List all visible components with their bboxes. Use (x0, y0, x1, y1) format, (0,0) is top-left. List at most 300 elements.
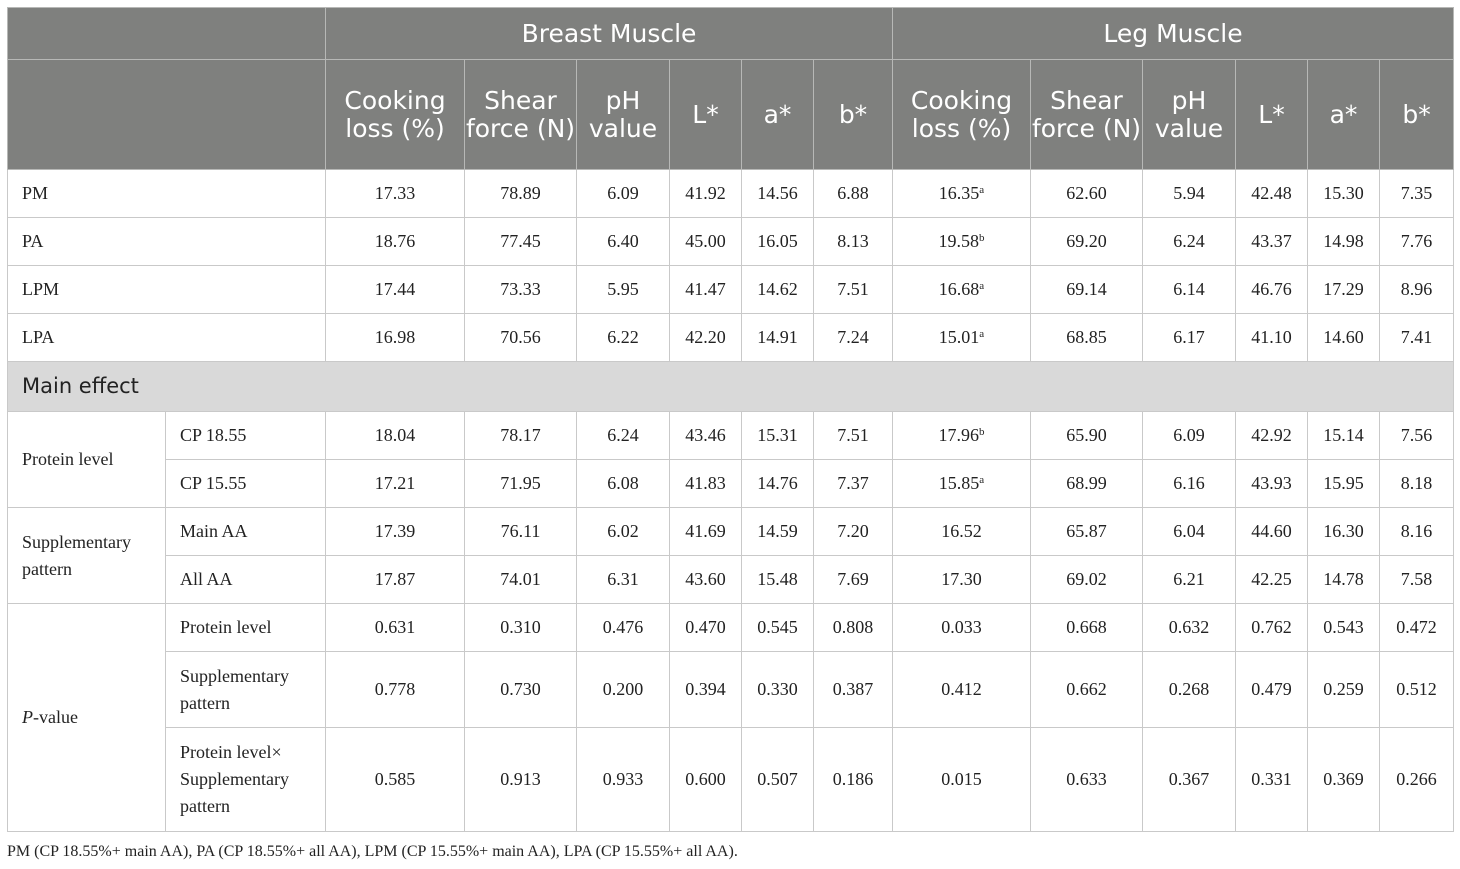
table-cell (577, 266, 670, 314)
table-cell (1031, 604, 1143, 652)
group-header-leg: Leg Muscle (893, 8, 1454, 60)
cell-value: 0.330 (757, 679, 798, 699)
cell-value: 16.05 (757, 231, 798, 251)
cell-value: 15.48 (757, 569, 798, 589)
table-cell (577, 460, 670, 508)
table-cell (670, 728, 742, 832)
table-cell (326, 412, 465, 460)
significance-superscript: a (979, 280, 985, 292)
cell-value: 0.310 (500, 617, 541, 637)
table-cell (893, 266, 1031, 314)
table-cell (577, 218, 670, 266)
table-cell (893, 314, 1031, 362)
header-row-groups (8, 8, 1454, 60)
table-cell (893, 556, 1031, 604)
col-header-leg-cooking-loss: Cooking loss (%) (893, 60, 1031, 170)
cell-value: 0.762 (1251, 617, 1292, 637)
table-cell (465, 218, 577, 266)
cell-value: 7.69 (837, 569, 869, 589)
cell-value: 14.56 (757, 183, 798, 203)
section-row-main-effect (8, 362, 1454, 412)
table-cell (1031, 460, 1143, 508)
cell-value: 16.30 (1323, 521, 1364, 541)
cell-value: 7.76 (1400, 231, 1433, 251)
group-label-p-value (8, 604, 166, 832)
header-row-columns (8, 60, 1454, 170)
row-label-line: Protein level× (180, 742, 282, 762)
table-row (8, 218, 1454, 266)
cell-value: 0.470 (685, 617, 726, 637)
cell-value: 19.58 (938, 231, 979, 251)
cell-value: 7.35 (1400, 183, 1433, 203)
cell-value: 6.09 (1173, 425, 1205, 445)
cell-value: 17.30 (941, 569, 982, 589)
table-cell (326, 556, 465, 604)
significance-superscript: a (979, 328, 985, 340)
table-cell (742, 508, 814, 556)
cell-value: 0.512 (1396, 679, 1437, 699)
table-cell (1236, 314, 1308, 362)
cell-value: 0.730 (500, 679, 541, 699)
row-label: PM (8, 170, 326, 218)
table-cell (742, 556, 814, 604)
cell-value: 43.46 (685, 425, 726, 445)
table-cell (814, 460, 893, 508)
table-row (8, 266, 1454, 314)
table-cell (670, 218, 742, 266)
table-cell (814, 218, 893, 266)
cell-value: 7.37 (837, 473, 869, 493)
cell-value: 0.259 (1323, 679, 1364, 699)
cell-value: 0.662 (1066, 679, 1107, 699)
table-cell (1380, 266, 1454, 314)
table-cell (465, 652, 577, 728)
table-cell (326, 508, 465, 556)
cell-value: 43.93 (1251, 473, 1292, 493)
table-cell (814, 314, 893, 362)
table-cell (1143, 508, 1236, 556)
table-row (8, 170, 1454, 218)
table-cell (670, 314, 742, 362)
row-label (166, 728, 326, 832)
table-cell (893, 508, 1031, 556)
cell-value: 0.015 (941, 769, 982, 789)
cell-value: 14.98 (1323, 231, 1364, 251)
group-label-supplementary-pattern (8, 508, 166, 604)
cell-value: 6.22 (607, 327, 639, 347)
cell-value: 8.96 (1400, 279, 1433, 299)
table-cell (893, 170, 1031, 218)
row-label: CP 18.55 (166, 412, 326, 460)
cell-value: 6.04 (1173, 521, 1205, 541)
cell-value: 17.44 (374, 279, 416, 299)
table-cell (1031, 314, 1143, 362)
cell-value: 6.24 (1173, 231, 1205, 251)
table-cell (1031, 266, 1143, 314)
table-cell (1380, 218, 1454, 266)
col-header-breast-b: b* (814, 60, 893, 170)
cell-value: 73.33 (500, 279, 541, 299)
table-cell (326, 170, 465, 218)
table-row (8, 460, 1454, 508)
table-cell (1143, 728, 1236, 832)
cell-value: 0.632 (1168, 617, 1210, 637)
section-title: Main effect (8, 362, 1454, 412)
cell-value: 0.476 (602, 617, 644, 637)
table-cell (742, 728, 814, 832)
col-header-leg-b: b* (1380, 60, 1454, 170)
row-label: PA (8, 218, 326, 266)
cell-value: 42.25 (1251, 569, 1292, 589)
group-label-protein-level: Protein level (8, 412, 166, 508)
cell-value: 0.268 (1168, 679, 1210, 699)
table-cell (893, 652, 1031, 728)
cell-value: 0.668 (1066, 617, 1107, 637)
table-cell (742, 218, 814, 266)
cell-value: 18.04 (374, 425, 416, 445)
cell-value: 6.21 (1173, 569, 1205, 589)
table-cell (1308, 556, 1380, 604)
cell-value: 0.387 (832, 679, 874, 699)
table-cell (1143, 460, 1236, 508)
cell-value: 70.56 (500, 327, 541, 347)
table-row (8, 652, 1454, 728)
table-cell (670, 604, 742, 652)
cell-value: 0.200 (602, 679, 644, 699)
table-cell (1031, 728, 1143, 832)
table-cell (1236, 218, 1308, 266)
row-label: LPA (8, 314, 326, 362)
table-cell (670, 508, 742, 556)
cell-value: 62.60 (1066, 183, 1107, 203)
cell-value: 7.56 (1400, 425, 1433, 445)
cell-value: 7.51 (837, 425, 869, 445)
table-cell (670, 412, 742, 460)
cell-value: 15.30 (1323, 183, 1364, 203)
p-value-italic: P (22, 707, 33, 727)
cell-value: 5.95 (607, 279, 639, 299)
significance-superscript: a (979, 474, 985, 486)
table-cell (326, 728, 465, 832)
table-cell (1143, 556, 1236, 604)
cell-value: 76.11 (500, 521, 541, 541)
table-cell (814, 728, 893, 832)
table-cell (670, 652, 742, 728)
row-label: CP 15.55 (166, 460, 326, 508)
table-row (8, 508, 1454, 556)
cell-value: 0.507 (757, 769, 798, 789)
table-cell (1380, 652, 1454, 728)
table-cell (465, 266, 577, 314)
cell-value: 68.85 (1066, 327, 1107, 347)
cell-value: 0.600 (685, 769, 726, 789)
table-cell (1308, 266, 1380, 314)
p-value-rest: -value (33, 707, 78, 727)
table-footnote: PM (CP 18.55%+ main AA), PA (CP 18.55%+ all AA), LPM (CP 15.55%+ main AA), LPA (CP 15.55%+ all AA). (7, 843, 738, 860)
cell-value: 65.87 (1066, 521, 1107, 541)
meat-quality-table (7, 7, 1454, 832)
cell-value: 0.778 (374, 679, 416, 699)
table-cell (1380, 508, 1454, 556)
table-cell (814, 604, 893, 652)
cell-value: 77.45 (500, 231, 541, 251)
row-label: All AA (166, 556, 326, 604)
table-cell (326, 314, 465, 362)
col-header-breast-cooking-loss: Cooking loss (%) (326, 60, 465, 170)
table-cell (1380, 314, 1454, 362)
cell-value: 0.472 (1396, 617, 1437, 637)
cell-value: 15.85 (938, 473, 980, 493)
col-header-leg-shear-force: Shear force (N) (1031, 60, 1143, 170)
cell-value: 17.33 (374, 183, 416, 203)
cell-value: 7.58 (1400, 569, 1433, 589)
col-header-breast-l: L* (670, 60, 742, 170)
table-cell (1236, 652, 1308, 728)
table-cell (1143, 412, 1236, 460)
table-cell (577, 170, 670, 218)
cell-value: 17.39 (374, 521, 416, 541)
cell-value: 8.16 (1400, 521, 1433, 541)
table-cell (742, 460, 814, 508)
cell-value: 0.367 (1168, 769, 1210, 789)
significance-superscript: a (979, 184, 985, 196)
table-cell (1143, 266, 1236, 314)
row-label-line: pattern (180, 692, 230, 713)
cell-value: 0.933 (602, 769, 644, 789)
table-cell (577, 604, 670, 652)
table-cell (1308, 604, 1380, 652)
table-row (8, 314, 1454, 362)
group-label-line: Supplementary (22, 531, 131, 552)
table-cell (742, 652, 814, 728)
cell-value: 7.20 (837, 521, 869, 541)
group-label-line: pattern (22, 558, 72, 579)
table-cell (1380, 412, 1454, 460)
cell-value: 15.31 (757, 425, 798, 445)
cell-value: 5.94 (1173, 183, 1205, 203)
table-cell (326, 266, 465, 314)
table-cell (1031, 412, 1143, 460)
cell-value: 14.62 (757, 279, 798, 299)
header-empty-corner (8, 8, 326, 60)
cell-value: 78.89 (500, 183, 541, 203)
cell-value: 6.16 (1173, 473, 1205, 493)
table-cell (814, 556, 893, 604)
table-cell (814, 170, 893, 218)
cell-value: 18.76 (374, 231, 416, 251)
table-cell (893, 218, 1031, 266)
table-cell (1236, 412, 1308, 460)
cell-value: 7.24 (837, 327, 869, 347)
cell-value: 0.033 (941, 617, 982, 637)
table-cell (465, 556, 577, 604)
table-cell (742, 412, 814, 460)
table-cell (326, 652, 465, 728)
table-row (8, 728, 1454, 832)
table-cell (1143, 218, 1236, 266)
table-cell (814, 266, 893, 314)
cell-value: 14.59 (757, 521, 798, 541)
table-cell (465, 412, 577, 460)
table-cell (814, 652, 893, 728)
table-cell (1236, 508, 1308, 556)
table-cell (893, 728, 1031, 832)
row-label-line: Protein level (180, 617, 272, 637)
table-cell (670, 170, 742, 218)
group-header-breast: Breast Muscle (326, 8, 893, 60)
cell-value: 0.266 (1396, 769, 1437, 789)
cell-value: 41.47 (685, 279, 726, 299)
table-cell (742, 266, 814, 314)
table-cell (1380, 460, 1454, 508)
table-cell (1143, 652, 1236, 728)
col-header-leg-a: a* (1308, 60, 1380, 170)
table-row (8, 604, 1454, 652)
cell-value: 74.01 (500, 569, 541, 589)
table-cell (1308, 460, 1380, 508)
table-cell (1308, 170, 1380, 218)
cell-value: 15.01 (938, 327, 980, 347)
cell-value: 46.76 (1251, 279, 1292, 299)
table-cell (893, 604, 1031, 652)
table-row (8, 556, 1454, 604)
cell-value: 0.913 (500, 769, 541, 789)
table-cell (1308, 218, 1380, 266)
table-cell (1031, 218, 1143, 266)
col-header-leg-l: L* (1236, 60, 1308, 170)
cell-value: 6.08 (607, 473, 639, 493)
col-header-breast-shear-force: Shear force (N) (465, 60, 577, 170)
cell-value: 6.17 (1173, 327, 1205, 347)
table-cell (465, 728, 577, 832)
table-cell (814, 412, 893, 460)
cell-value: 16.98 (374, 327, 416, 347)
cell-value: 41.10 (1251, 327, 1292, 347)
table-cell (465, 460, 577, 508)
cell-value: 6.24 (607, 425, 639, 445)
cell-value: 17.21 (374, 473, 416, 493)
cell-value: 0.331 (1251, 769, 1292, 789)
table-cell (1031, 170, 1143, 218)
cell-value: 0.633 (1066, 769, 1107, 789)
table-cell (1308, 412, 1380, 460)
table-cell (893, 412, 1031, 460)
cell-value: 0.545 (757, 617, 798, 637)
table-cell (1380, 170, 1454, 218)
table-cell (1031, 652, 1143, 728)
table-cell (814, 508, 893, 556)
table-cell (1236, 266, 1308, 314)
cell-value: 69.02 (1066, 569, 1107, 589)
cell-value: 17.96 (938, 425, 979, 445)
cell-value: 0.369 (1323, 769, 1364, 789)
cell-value: 0.808 (832, 617, 874, 637)
table-cell (1031, 508, 1143, 556)
cell-value: 6.02 (607, 521, 639, 541)
cell-value: 0.543 (1323, 617, 1364, 637)
cell-value: 15.14 (1323, 425, 1364, 445)
cell-value: 0.479 (1251, 679, 1292, 699)
cell-value: 42.20 (685, 327, 726, 347)
table-cell (577, 508, 670, 556)
cell-value: 17.87 (374, 569, 416, 589)
table-cell (1308, 652, 1380, 728)
table-cell (1380, 728, 1454, 832)
row-label: LPM (8, 266, 326, 314)
table-cell (465, 314, 577, 362)
cell-value: 0.412 (941, 679, 982, 699)
table-cell (742, 314, 814, 362)
cell-value: 41.69 (685, 521, 726, 541)
cell-value: 14.76 (757, 473, 798, 493)
table-cell (893, 460, 1031, 508)
table-cell (326, 218, 465, 266)
cell-value: 14.78 (1323, 569, 1364, 589)
cell-value: 6.09 (607, 183, 639, 203)
table-cell (577, 728, 670, 832)
table-cell (1236, 728, 1308, 832)
table-cell (1236, 556, 1308, 604)
table-cell (670, 266, 742, 314)
cell-value: 69.14 (1066, 279, 1107, 299)
table-cell (742, 170, 814, 218)
table-cell (1236, 604, 1308, 652)
cell-value: 43.60 (685, 569, 726, 589)
row-label: Main AA (166, 508, 326, 556)
cell-value: 8.13 (837, 231, 869, 251)
table-cell (465, 508, 577, 556)
table-cell (1380, 604, 1454, 652)
cell-value: 8.18 (1400, 473, 1433, 493)
col-header-leg-ph: pH value (1143, 60, 1236, 170)
row-label-line: Supplementary (180, 665, 289, 686)
cell-value: 6.88 (837, 183, 869, 203)
table-row (8, 412, 1454, 460)
cell-value: 0.585 (374, 769, 416, 789)
cell-value: 16.35 (938, 183, 980, 203)
table-cell (1236, 170, 1308, 218)
table-cell (1143, 604, 1236, 652)
header-empty-label (8, 60, 326, 170)
table-cell (1308, 508, 1380, 556)
cell-value: 42.92 (1251, 425, 1292, 445)
cell-value: 6.40 (607, 231, 639, 251)
table-cell (326, 460, 465, 508)
col-header-breast-ph: pH value (577, 60, 670, 170)
cell-value: 6.14 (1173, 279, 1205, 299)
cell-value: 0.186 (832, 769, 874, 789)
cell-value: 16.52 (941, 521, 982, 541)
table-cell (577, 652, 670, 728)
row-label-line: pattern (180, 796, 230, 816)
cell-value: 69.20 (1066, 231, 1107, 251)
cell-value: 17.29 (1323, 279, 1364, 299)
col-header-breast-a: a* (742, 60, 814, 170)
cell-value: 16.68 (938, 279, 980, 299)
table-cell (1236, 460, 1308, 508)
table-cell (1031, 556, 1143, 604)
cell-value: 42.48 (1251, 183, 1292, 203)
row-label-line: Supplementary (180, 769, 289, 789)
table-cell (1143, 170, 1236, 218)
results-table-container (7, 7, 1453, 832)
cell-value: 68.99 (1066, 473, 1107, 493)
cell-value: 45.00 (685, 231, 726, 251)
cell-value: 41.92 (685, 183, 726, 203)
table-cell (577, 412, 670, 460)
cell-value: 15.95 (1323, 473, 1364, 493)
table-cell (670, 460, 742, 508)
